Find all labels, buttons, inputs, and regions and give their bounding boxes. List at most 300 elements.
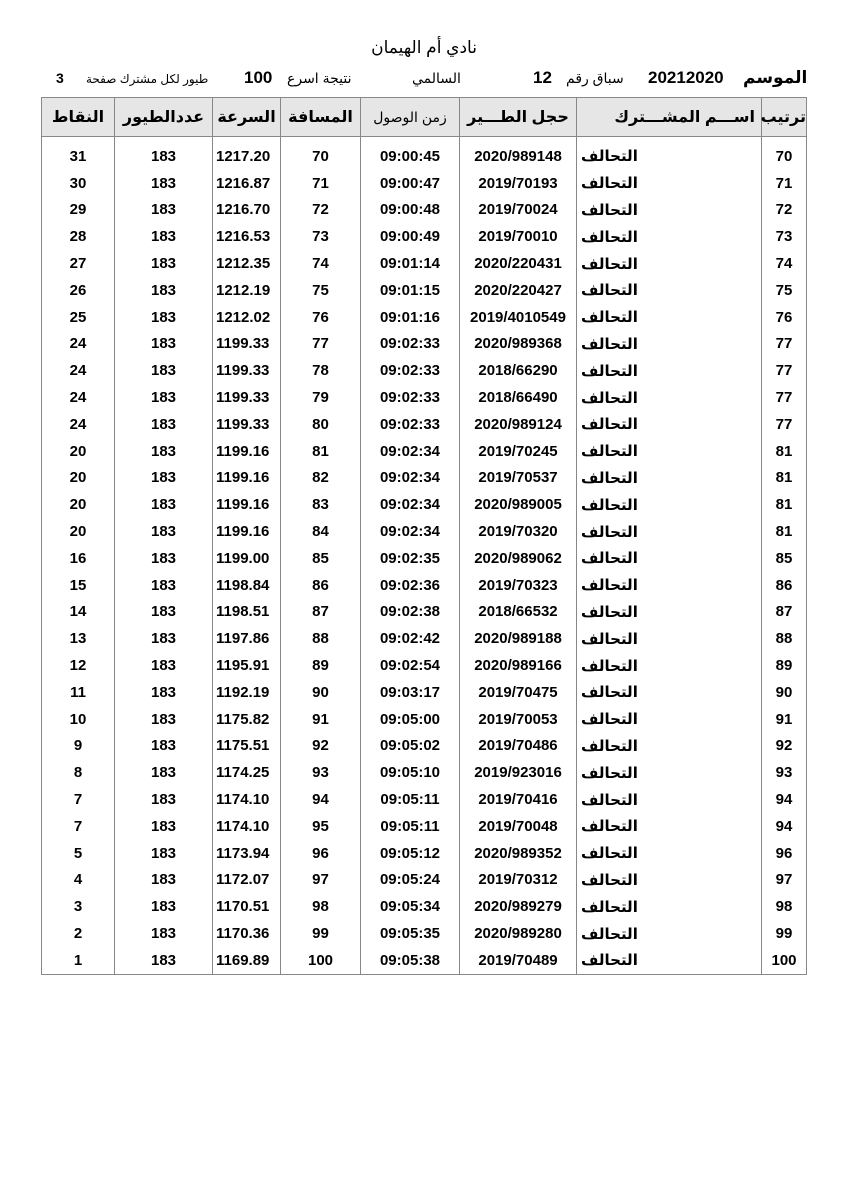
cell-arrival: 09:00:48 (361, 197, 460, 224)
cell-ring: 2019/70193 (460, 170, 577, 197)
cell-member: التحالف (577, 572, 762, 599)
cell-arrival: 09:00:49 (361, 223, 460, 250)
cell-points: 25 (42, 304, 115, 331)
cell-speed: 1217.20 (213, 137, 281, 170)
cell-rank: 71 (762, 170, 807, 197)
cell-position: 98 (281, 893, 361, 920)
cell-position: 83 (281, 491, 361, 518)
cell-points: 14 (42, 599, 115, 626)
cell-member: التحالف (577, 197, 762, 224)
cell-ring: 2020/989148 (460, 137, 577, 170)
table-row (42, 491, 807, 518)
result-label: نتيجة اسرع (287, 70, 352, 86)
table-row (42, 357, 807, 384)
table-row (42, 518, 807, 545)
cell-rank: 87 (762, 599, 807, 626)
cell-speed: 1216.53 (213, 223, 281, 250)
cell-member: التحالف (577, 331, 762, 358)
cell-points: 3 (42, 893, 115, 920)
cell-speed: 1198.84 (213, 572, 281, 599)
cell-speed: 1199.33 (213, 331, 281, 358)
cell-rank: 72 (762, 197, 807, 224)
cell-speed: 1199.33 (213, 384, 281, 411)
cell-birds: 183 (115, 137, 213, 170)
cell-birds: 183 (115, 357, 213, 384)
cell-ring: 2019/70048 (460, 813, 577, 840)
result-count: 100 (244, 68, 273, 87)
cell-points: 20 (42, 491, 115, 518)
cell-rank: 74 (762, 250, 807, 277)
cell-member: التحالف (577, 170, 762, 197)
cell-rank: 76 (762, 304, 807, 331)
cell-birds: 183 (115, 813, 213, 840)
table-row (42, 170, 807, 197)
col-header-speed: السرعة (213, 98, 281, 137)
table-row (42, 411, 807, 438)
cell-arrival: 09:01:14 (361, 250, 460, 277)
cell-position: 99 (281, 920, 361, 947)
cell-position: 90 (281, 679, 361, 706)
cell-position: 77 (281, 331, 361, 358)
cell-arrival: 09:02:38 (361, 599, 460, 626)
cell-ring: 2020/989368 (460, 331, 577, 358)
table-row (42, 304, 807, 331)
cell-ring: 2019/4010549 (460, 304, 577, 331)
cell-rank: 77 (762, 384, 807, 411)
cell-position: 92 (281, 733, 361, 760)
cell-ring: 2019/70416 (460, 786, 577, 813)
cell-arrival: 09:03:17 (361, 679, 460, 706)
cell-speed: 1199.16 (213, 438, 281, 465)
cell-points: 24 (42, 411, 115, 438)
table-row (42, 250, 807, 277)
cell-birds: 183 (115, 331, 213, 358)
cell-points: 24 (42, 331, 115, 358)
table-row (42, 840, 807, 867)
cell-position: 89 (281, 652, 361, 679)
col-header-position: المسافة (281, 98, 361, 137)
cell-ring: 2020/220431 (460, 250, 577, 277)
cell-position: 81 (281, 438, 361, 465)
cell-speed: 1170.51 (213, 893, 281, 920)
cell-rank: 73 (762, 223, 807, 250)
table-row (42, 893, 807, 920)
cell-rank: 81 (762, 465, 807, 492)
col-header-member: اســـم المشـــترك (577, 98, 762, 137)
cell-arrival: 09:05:24 (361, 867, 460, 894)
cell-arrival: 09:05:00 (361, 706, 460, 733)
cell-rank: 93 (762, 759, 807, 786)
cell-rank: 94 (762, 813, 807, 840)
cell-rank: 100 (762, 947, 807, 974)
table-row (42, 813, 807, 840)
cell-member: التحالف (577, 867, 762, 894)
cell-speed: 1173.94 (213, 840, 281, 867)
cell-rank: 92 (762, 733, 807, 760)
cell-position: 78 (281, 357, 361, 384)
cell-member: التحالف (577, 625, 762, 652)
cell-speed: 1174.10 (213, 786, 281, 813)
cell-position: 85 (281, 545, 361, 572)
cell-speed: 1199.16 (213, 491, 281, 518)
cell-birds: 183 (115, 304, 213, 331)
cell-points: 1 (42, 947, 115, 974)
season-label: الموسم (743, 68, 808, 87)
cell-birds: 183 (115, 277, 213, 304)
cell-speed: 1199.16 (213, 465, 281, 492)
cell-points: 8 (42, 759, 115, 786)
table-row (42, 706, 807, 733)
table-row (42, 465, 807, 492)
cell-arrival: 09:05:34 (361, 893, 460, 920)
cell-ring: 2019/70323 (460, 572, 577, 599)
cell-position: 95 (281, 813, 361, 840)
cell-points: 10 (42, 706, 115, 733)
cell-position: 87 (281, 599, 361, 626)
cell-rank: 75 (762, 277, 807, 304)
cell-speed: 1195.91 (213, 652, 281, 679)
cell-member: التحالف (577, 813, 762, 840)
cell-speed: 1197.86 (213, 625, 281, 652)
table-row (42, 652, 807, 679)
cell-arrival: 09:02:34 (361, 465, 460, 492)
cell-ring: 2020/989124 (460, 411, 577, 438)
cell-member: التحالف (577, 947, 762, 974)
cell-ring: 2020/989166 (460, 652, 577, 679)
cell-member: التحالف (577, 411, 762, 438)
cell-member: التحالف (577, 599, 762, 626)
cell-points: 29 (42, 197, 115, 224)
cell-ring: 2020/220427 (460, 277, 577, 304)
cell-points: 7 (42, 813, 115, 840)
cell-rank: 88 (762, 625, 807, 652)
cell-speed: 1216.70 (213, 197, 281, 224)
cell-arrival: 09:02:33 (361, 331, 460, 358)
cell-speed: 1170.36 (213, 920, 281, 947)
cell-position: 97 (281, 867, 361, 894)
cell-arrival: 09:02:54 (361, 652, 460, 679)
cell-birds: 183 (115, 947, 213, 974)
table-row (42, 384, 807, 411)
cell-ring: 2019/70245 (460, 438, 577, 465)
cell-member: التحالف (577, 840, 762, 867)
race-label: سباق رقم (566, 70, 624, 86)
cell-arrival: 09:05:12 (361, 840, 460, 867)
cell-arrival: 09:02:42 (361, 625, 460, 652)
cell-member: التحالف (577, 893, 762, 920)
cell-ring: 2020/989280 (460, 920, 577, 947)
cell-birds: 183 (115, 170, 213, 197)
table-row (42, 545, 807, 572)
cell-rank: 86 (762, 572, 807, 599)
cell-rank: 96 (762, 840, 807, 867)
cell-birds: 183 (115, 625, 213, 652)
cell-position: 96 (281, 840, 361, 867)
cell-speed: 1175.82 (213, 706, 281, 733)
cell-position: 72 (281, 197, 361, 224)
cell-arrival: 09:00:45 (361, 137, 460, 170)
cell-birds: 183 (115, 706, 213, 733)
cell-arrival: 09:02:36 (361, 572, 460, 599)
cell-speed: 1174.25 (213, 759, 281, 786)
cell-points: 13 (42, 625, 115, 652)
cell-arrival: 09:02:34 (361, 518, 460, 545)
table-row (42, 277, 807, 304)
cell-birds: 183 (115, 920, 213, 947)
cell-member: التحالف (577, 706, 762, 733)
cell-speed: 1198.51 (213, 599, 281, 626)
cell-rank: 70 (762, 137, 807, 170)
cell-birds: 183 (115, 759, 213, 786)
cell-position: 70 (281, 137, 361, 170)
cell-ring: 2019/70053 (460, 706, 577, 733)
cell-speed: 1199.33 (213, 357, 281, 384)
cell-points: 31 (42, 137, 115, 170)
cell-points: 7 (42, 786, 115, 813)
season-value: 20212020 (648, 68, 724, 87)
cell-rank: 81 (762, 518, 807, 545)
cell-birds: 183 (115, 197, 213, 224)
cell-rank: 81 (762, 438, 807, 465)
table-header-row (42, 98, 807, 137)
cell-birds: 183 (115, 679, 213, 706)
cell-birds: 183 (115, 867, 213, 894)
cell-points: 26 (42, 277, 115, 304)
cell-arrival: 09:01:16 (361, 304, 460, 331)
cell-points: 27 (42, 250, 115, 277)
cell-position: 80 (281, 411, 361, 438)
cell-member: التحالف (577, 384, 762, 411)
cell-birds: 183 (115, 438, 213, 465)
cell-birds: 183 (115, 223, 213, 250)
cell-ring: 2019/70486 (460, 733, 577, 760)
cell-birds: 183 (115, 518, 213, 545)
cell-birds: 183 (115, 250, 213, 277)
cell-birds: 183 (115, 384, 213, 411)
cell-speed: 1199.33 (213, 411, 281, 438)
table-row (42, 625, 807, 652)
cell-ring: 2019/70320 (460, 518, 577, 545)
cell-member: التحالف (577, 679, 762, 706)
cell-speed: 1216.87 (213, 170, 281, 197)
cell-rank: 98 (762, 893, 807, 920)
cell-position: 100 (281, 947, 361, 974)
cell-ring: 2020/989062 (460, 545, 577, 572)
cell-points: 16 (42, 545, 115, 572)
col-header-ring: حجل الطـــير (460, 98, 577, 137)
table-row (42, 786, 807, 813)
cell-member: التحالف (577, 277, 762, 304)
table-row (42, 137, 807, 170)
cell-rank: 99 (762, 920, 807, 947)
table-row (42, 197, 807, 224)
cell-birds: 183 (115, 893, 213, 920)
cell-ring: 2020/989188 (460, 625, 577, 652)
cell-rank: 85 (762, 545, 807, 572)
cell-ring: 2019/70475 (460, 679, 577, 706)
cell-position: 86 (281, 572, 361, 599)
cell-member: التحالف (577, 137, 762, 170)
cell-arrival: 09:02:34 (361, 438, 460, 465)
col-header-points: النقاط (42, 98, 115, 137)
cell-position: 91 (281, 706, 361, 733)
cell-points: 4 (42, 867, 115, 894)
cell-ring: 2018/66490 (460, 384, 577, 411)
cell-points: 20 (42, 438, 115, 465)
cell-position: 93 (281, 759, 361, 786)
cell-position: 79 (281, 384, 361, 411)
cell-birds: 183 (115, 465, 213, 492)
cell-birds: 183 (115, 572, 213, 599)
cell-position: 82 (281, 465, 361, 492)
results-body (42, 137, 807, 975)
cell-position: 73 (281, 223, 361, 250)
cell-birds: 183 (115, 411, 213, 438)
cell-member: التحالف (577, 652, 762, 679)
cell-rank: 94 (762, 786, 807, 813)
cell-speed: 1199.00 (213, 545, 281, 572)
release-location: السالمي (412, 70, 461, 86)
cell-arrival: 09:05:02 (361, 733, 460, 760)
table-row (42, 867, 807, 894)
cell-speed: 1212.02 (213, 304, 281, 331)
cell-member: التحالف (577, 786, 762, 813)
cell-points: 20 (42, 518, 115, 545)
cell-member: التحالف (577, 920, 762, 947)
cell-position: 88 (281, 625, 361, 652)
cell-position: 74 (281, 250, 361, 277)
cell-position: 75 (281, 277, 361, 304)
cell-arrival: 09:05:11 (361, 786, 460, 813)
cell-member: التحالف (577, 304, 762, 331)
table-row (42, 947, 807, 974)
cell-birds: 183 (115, 545, 213, 572)
page-number: 3 (56, 70, 64, 86)
cell-points: 20 (42, 465, 115, 492)
cell-speed: 1212.19 (213, 277, 281, 304)
cell-ring: 2019/70312 (460, 867, 577, 894)
cell-speed: 1169.89 (213, 947, 281, 974)
cell-ring: 2019/70010 (460, 223, 577, 250)
cell-points: 11 (42, 679, 115, 706)
cell-birds: 183 (115, 786, 213, 813)
cell-points: 30 (42, 170, 115, 197)
cell-rank: 89 (762, 652, 807, 679)
cell-member: التحالف (577, 223, 762, 250)
table-row (42, 223, 807, 250)
cell-member: التحالف (577, 250, 762, 277)
cell-ring: 2019/923016 (460, 759, 577, 786)
cell-points: 15 (42, 572, 115, 599)
club-title: نادي أم الهيمان (371, 38, 477, 57)
cell-member: التحالف (577, 518, 762, 545)
results-table (41, 97, 807, 975)
cell-ring: 2018/66532 (460, 599, 577, 626)
cell-ring: 2020/989005 (460, 491, 577, 518)
cell-speed: 1174.10 (213, 813, 281, 840)
cell-position: 84 (281, 518, 361, 545)
table-row (42, 733, 807, 760)
cell-rank: 90 (762, 679, 807, 706)
cell-birds: 183 (115, 491, 213, 518)
cell-member: التحالف (577, 357, 762, 384)
cell-ring: 2019/70024 (460, 197, 577, 224)
cell-member: التحالف (577, 545, 762, 572)
cell-position: 71 (281, 170, 361, 197)
per-member-label: طيور لكل مشترك صفحة (86, 72, 209, 86)
cell-arrival: 09:05:38 (361, 947, 460, 974)
cell-arrival: 09:00:47 (361, 170, 460, 197)
cell-points: 28 (42, 223, 115, 250)
cell-ring: 2019/70489 (460, 947, 577, 974)
cell-member: التحالف (577, 491, 762, 518)
cell-birds: 183 (115, 599, 213, 626)
table-row (42, 679, 807, 706)
col-header-rank: ترتيب (762, 98, 807, 137)
table-row (42, 759, 807, 786)
table-row (42, 572, 807, 599)
cell-points: 24 (42, 357, 115, 384)
cell-rank: 77 (762, 331, 807, 358)
cell-speed: 1192.19 (213, 679, 281, 706)
table-row (42, 599, 807, 626)
cell-speed: 1172.07 (213, 867, 281, 894)
cell-speed: 1175.51 (213, 733, 281, 760)
cell-ring: 2019/70537 (460, 465, 577, 492)
cell-rank: 81 (762, 491, 807, 518)
cell-speed: 1212.35 (213, 250, 281, 277)
cell-arrival: 09:02:33 (361, 411, 460, 438)
cell-points: 5 (42, 840, 115, 867)
cell-position: 94 (281, 786, 361, 813)
cell-ring: 2020/989279 (460, 893, 577, 920)
table-row (42, 331, 807, 358)
cell-member: التحالف (577, 438, 762, 465)
cell-member: التحالف (577, 733, 762, 760)
cell-arrival: 09:02:33 (361, 384, 460, 411)
cell-points: 12 (42, 652, 115, 679)
col-header-birds: عددالطيور (115, 98, 213, 137)
table-row (42, 438, 807, 465)
table-row (42, 920, 807, 947)
cell-arrival: 09:01:15 (361, 277, 460, 304)
cell-rank: 77 (762, 411, 807, 438)
cell-speed: 1199.16 (213, 518, 281, 545)
cell-arrival: 09:02:35 (361, 545, 460, 572)
cell-member: التحالف (577, 759, 762, 786)
cell-points: 2 (42, 920, 115, 947)
cell-birds: 183 (115, 652, 213, 679)
cell-member: التحالف (577, 465, 762, 492)
cell-arrival: 09:05:10 (361, 759, 460, 786)
cell-arrival: 09:05:35 (361, 920, 460, 947)
cell-arrival: 09:02:34 (361, 491, 460, 518)
cell-arrival: 09:05:11 (361, 813, 460, 840)
cell-birds: 183 (115, 733, 213, 760)
col-header-arrival: زمن الوصول (361, 98, 460, 137)
cell-birds: 183 (115, 840, 213, 867)
cell-rank: 97 (762, 867, 807, 894)
cell-points: 9 (42, 733, 115, 760)
cell-ring: 2020/989352 (460, 840, 577, 867)
cell-ring: 2018/66290 (460, 357, 577, 384)
cell-rank: 91 (762, 706, 807, 733)
cell-position: 76 (281, 304, 361, 331)
race-number: 12 (533, 68, 552, 87)
cell-points: 24 (42, 384, 115, 411)
cell-rank: 77 (762, 357, 807, 384)
cell-arrival: 09:02:33 (361, 357, 460, 384)
